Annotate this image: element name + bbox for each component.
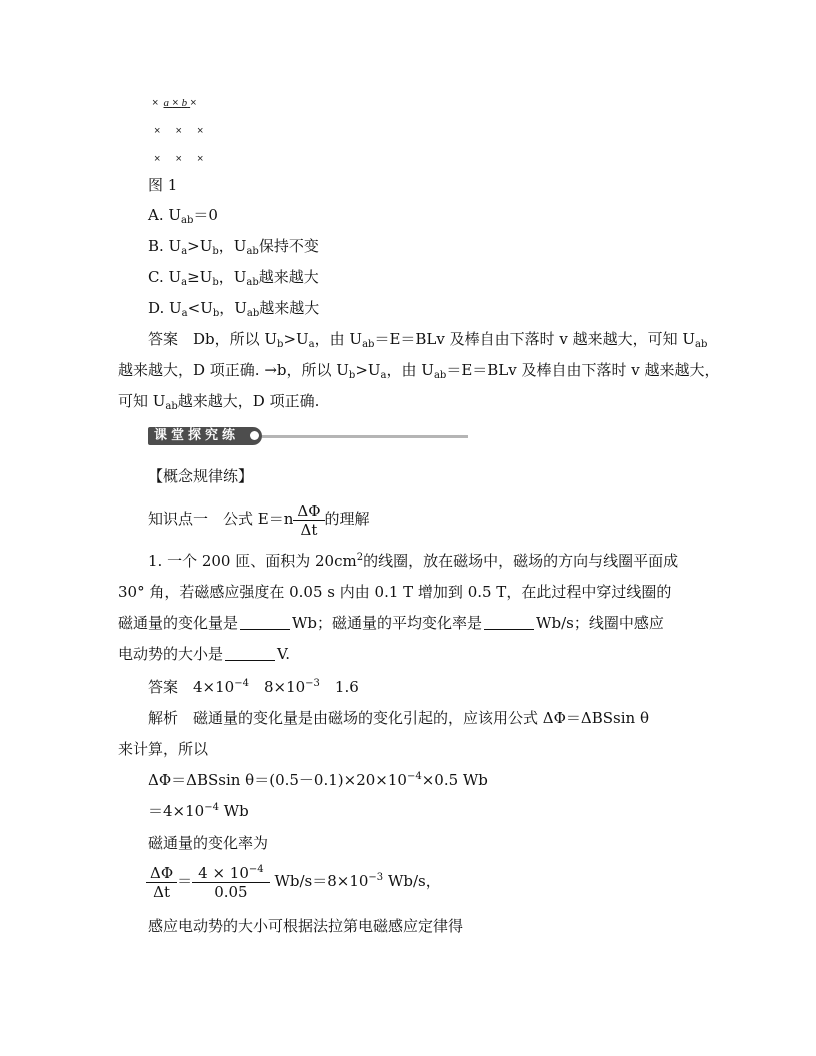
banner-rule — [262, 435, 468, 438]
question-1-line-3: 磁通量的变化量是 Wb；磁通量的平均变化率是 Wb/s；线圈中感应 — [118, 614, 664, 632]
figure-row-3: × × × — [154, 153, 204, 165]
analysis-line-5: 磁通量的变化率为 — [148, 834, 269, 852]
analysis-line-4: $=4\times 10^{-4}$ Wb — [148, 802, 249, 820]
section-heading: 【概念规律练】 — [148, 467, 254, 485]
option-d: D. $U_a<U_b$，$U_{ab}$越来越大 — [148, 299, 320, 319]
banner-box — [148, 427, 262, 445]
analysis-line-3: ΔΦ＝ΔBSsin $\theta=(0.5-0.1)\times 20\times 10^{-4}\times 0.5$ Wb — [148, 771, 488, 789]
banner-dot-icon — [250, 431, 259, 440]
answer-blank — [225, 646, 275, 661]
analysis-line-1: 解析 磁通量的变化量是由磁场的变化引起的，应该用公式 ΔΦ＝ΔBSsin θ — [148, 709, 649, 727]
answer-1-line-3: 可知 $U_{ab}$越来越大，D 项正确. — [118, 392, 320, 412]
banner-label: 课堂探究练 — [154, 428, 240, 443]
answer-blank — [484, 615, 534, 630]
delta-phi-over-delta-t: $\frac{\Delta\Phi}{\Delta t}$ — [146, 864, 177, 901]
answer-2: 答案 $4\times 10^{-4}$ $8\times 10^{-3}$ 1.6 — [148, 678, 359, 696]
option-c: C. $U_a\ge U_b$，$U_{ab}$越来越大 — [148, 268, 319, 288]
analysis-line-7: 感应电动势的大小可根据法拉第电磁感应定律得 — [148, 917, 464, 935]
question-1-line-4: 电动势的大小是 V. — [118, 645, 290, 663]
question-1-line-2: 30° 角，若磁感应强度在 0.05 s 内由 0.1 T 增加到 0.5 T，在此过程中穿过线圈的 — [118, 583, 672, 601]
rate-formula: $\frac{\Delta\Phi}{\Delta t}$ ＝ $\frac{4 \times 10^{-4}}{0.05}$ $Wb/s=8\times 10^{-3}$ Wb/s， — [146, 860, 441, 902]
answer-1-line-2: 越来越大，D 项正确. →b，所以 $U_b>U_a$，由 $U_{ab}=E=BLv$ 及棒自由下落时 v 越来越大， — [118, 361, 720, 381]
figure-caption: 图 1 — [148, 176, 178, 194]
knowledge-point-title: 知识点一 公式 E＝n $\frac{\Delta\Phi}{\Delta t}$ 的理解 — [148, 501, 370, 539]
numeric-fraction: $\frac{4 \times 10^{-4}}{0.05}$ — [192, 864, 270, 901]
topic-fraction: $\frac{\Delta\Phi}{\Delta t}$ — [293, 502, 324, 539]
analysis-line-2: 来计算，所以 — [118, 740, 209, 758]
option-a: A. $U_{ab}=0$ — [148, 206, 218, 226]
figure-row-2: × × × — [154, 125, 204, 137]
question-1-line-1: 1. 一个 200 匝、面积为 $20cm^2$的线圈，放在磁场中，磁场的方向与线圈平面成 — [148, 552, 679, 570]
answer-blank — [240, 615, 290, 630]
option-b: B. $U_a>U_b$，$U_{ab}$保持不变 — [148, 237, 319, 257]
answer-1-line-1: 答案 Db，所以 $U_b>U_a$，由 $U_{ab}=E=BLv$ 及棒自由下落时 v 越来越大，可知 $U_{ab}$ — [148, 330, 708, 350]
figure-row-1: × a × b × — [152, 97, 197, 109]
